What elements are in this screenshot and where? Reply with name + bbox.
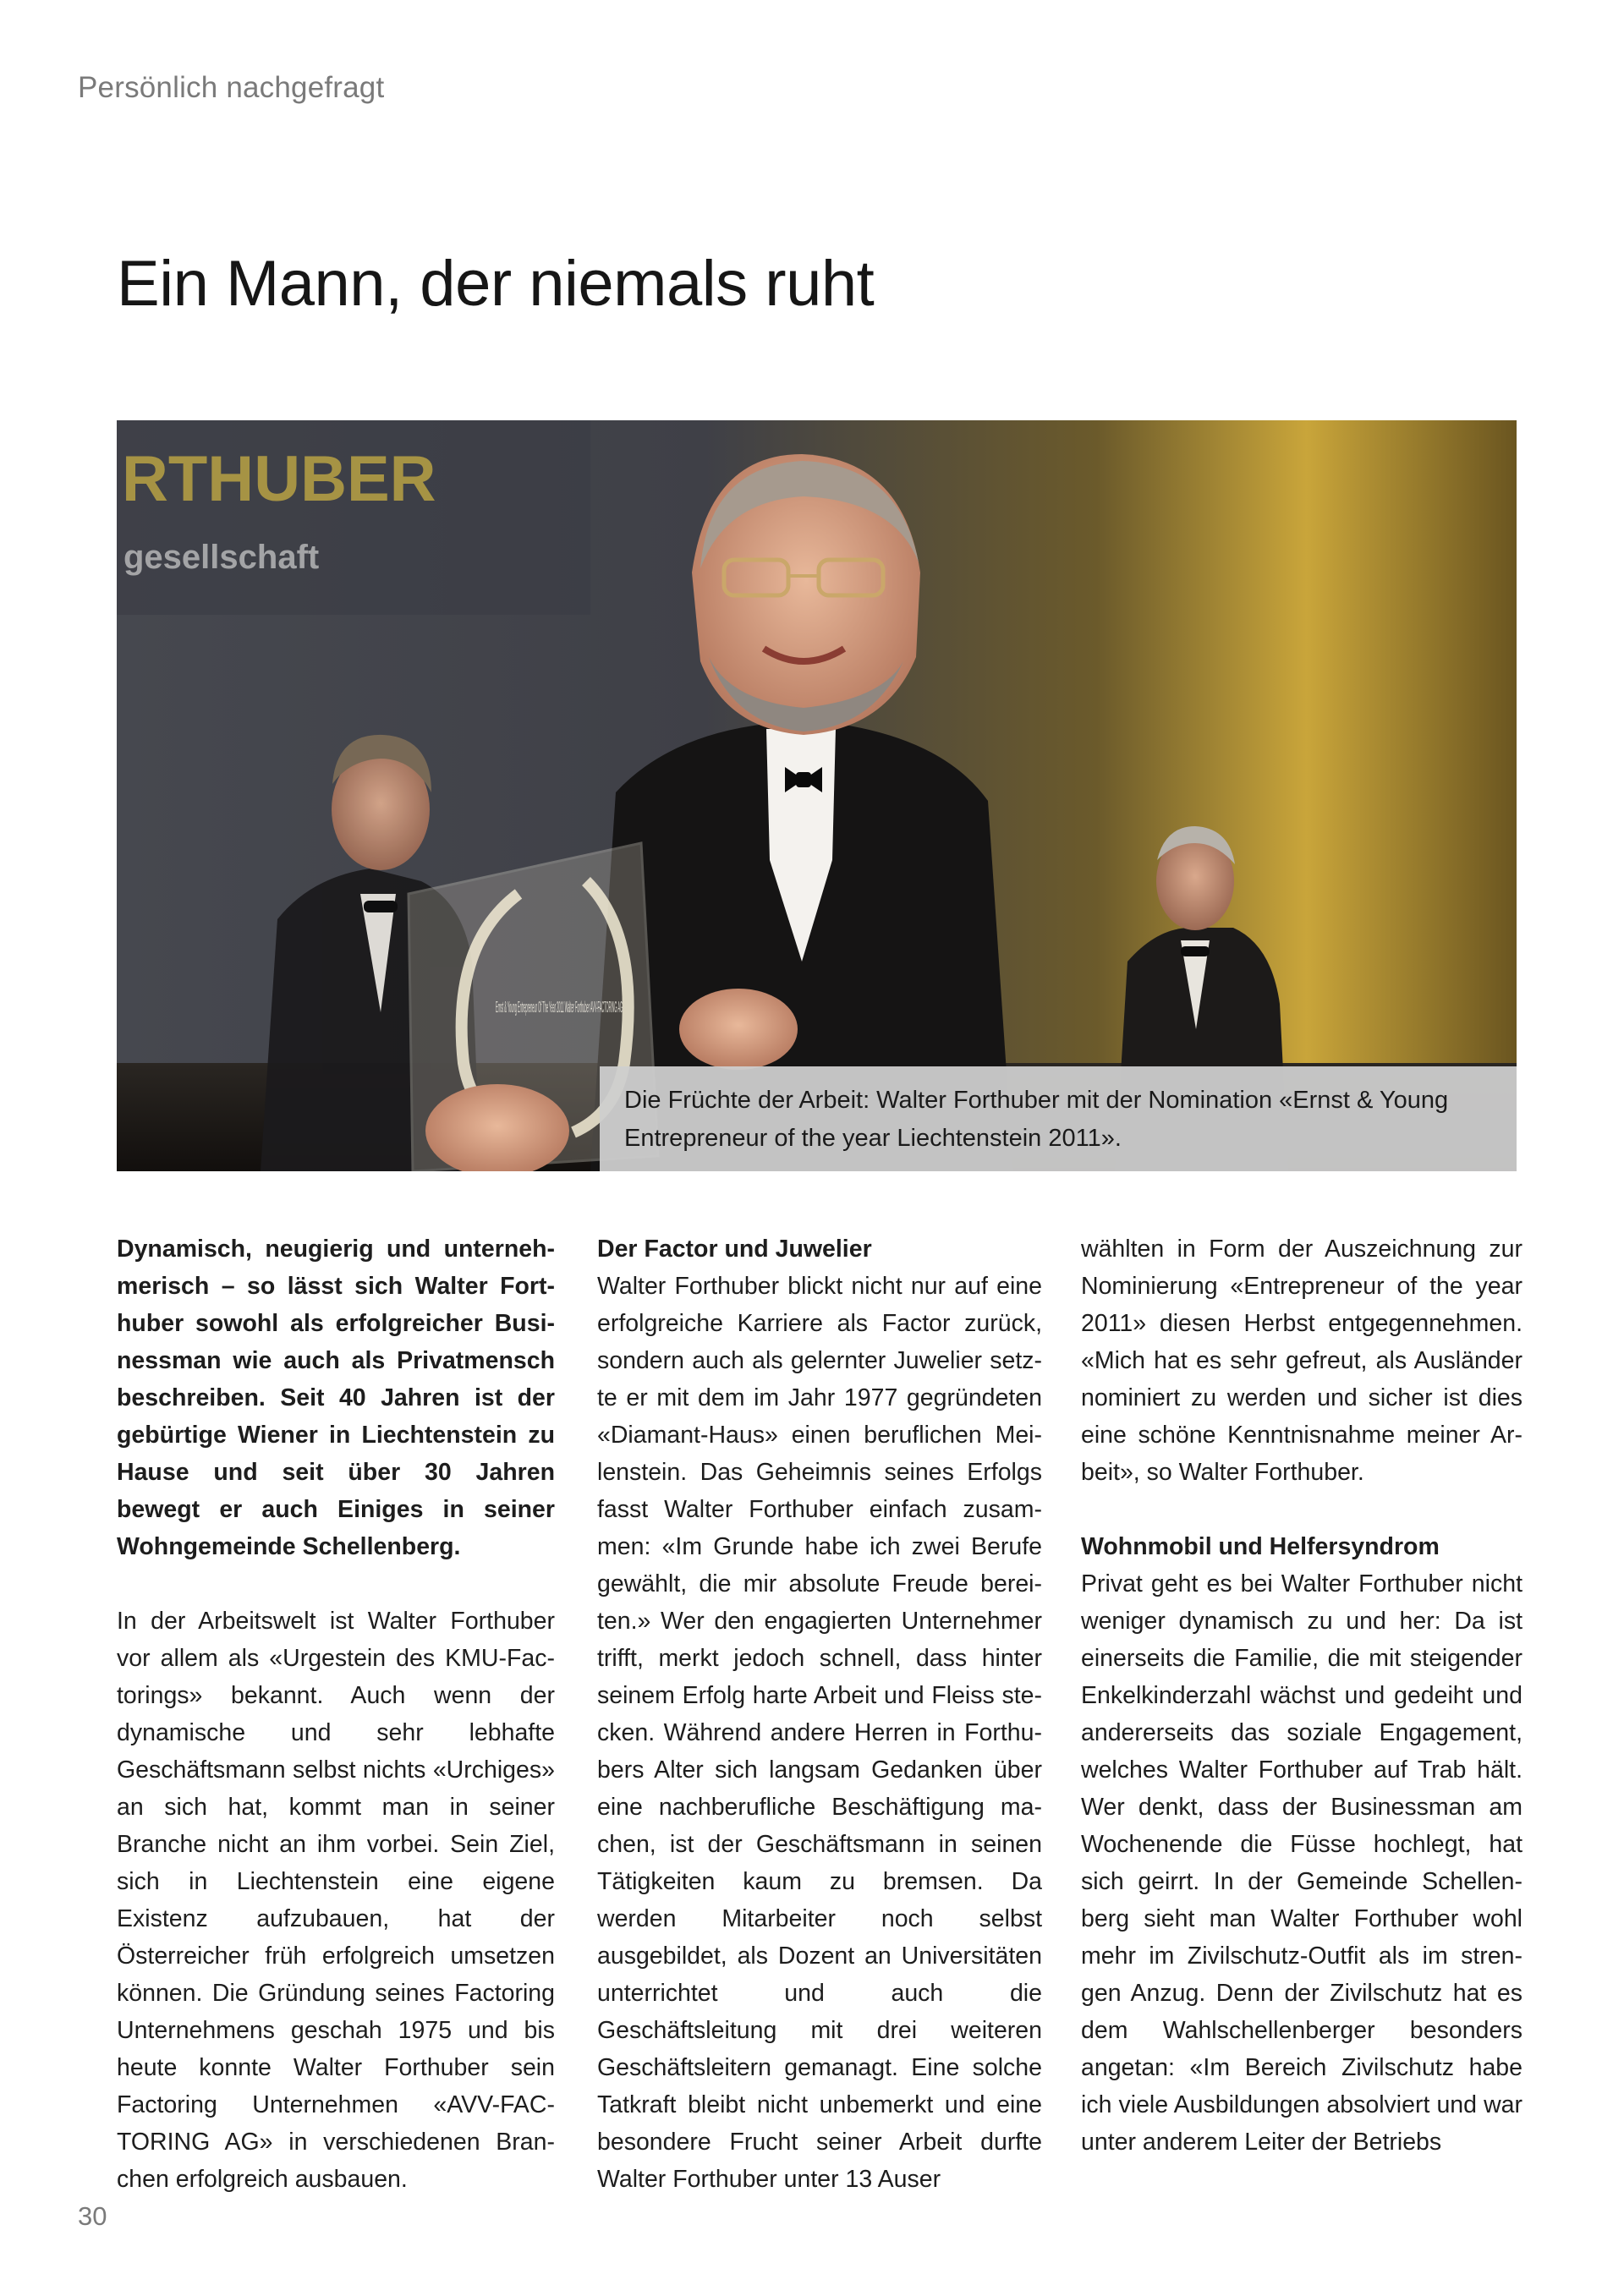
right-hand (679, 989, 798, 1070)
body-paragraph-1: In der Arbeitswelt ist Walter Forthuber vor allem als «Urgestein des KMU-Factorings» bekannt. Auch wenn der dynamische und sehr lebhafte Geschäftsmann selbst nichts «Urchiges» an sich hat, kommt man in seiner Branche nicht an ihm vorbei. Sein Ziel, sich in Liechtenstein eine eigene Existenz aufzubauen, hat der Österreicher früh erfolgreich umsetzen können. Die Gründung seines Factoring Unternehmens geschah 1975 und bis heute konnte Walter Forthuber sein Factoring Unternehmen «AVV-FACTORING AG» in verschiedenen Branchen erfolgreich ausbauen. (117, 1608, 555, 2193)
article-headline: Ein Mann, der niemals ruht (117, 248, 875, 320)
subheading-factor-juwelier: Der Factor und Juwelier (597, 1236, 872, 1263)
photo-caption: Die Früchte der Arbeit: Walter Forthuber mit der Nomination «Ernst & Young Entrepreneur of the year Liechtenstein 2011». (600, 1066, 1517, 1171)
subheading-wohnmobil: Wohnmobil und Helfersyndrom (1081, 1533, 1440, 1560)
text-column-3 (1081, 1230, 1522, 2161)
body-paragraph-2: Walter Forthuber blickt nicht nur auf eine erfolgreiche Karriere als Factor zurück, sondern auch als gelernter Juwelier setzte er mit dem im Jahr 1977 gegründeten «Diamant-Haus» einen beruflichen Meilenstein. Das Geheimnis seines Erfolgs fasst Walter Forthuber einfach zusammen: «Im Grunde habe ich zwei Berufe gewählt, die mir absolute Freude bereiten.» Wer den engagierten Unternehmer trifft, merkt jedoch schnell, dass hinter seinem Erfolg harte Arbeit und Fleiss stecken. Während andere Herren in Forthubers Alter sich langsam Gedanken über eine nachberufliche Beschäftigung machen, ist der Geschäftsmann in seinen Tätigkeiten kaum zu bremsen. Da werden Mitarbeiter noch selbst ausgebildet, als Dozent an Universitäten unterrichtet und auch die Geschäftsleitung mit drei weiteren Geschäftsleitern gemanagt. Eine solche Tatkraft bleibt nicht unbemerkt und eine besondere Frucht seiner Arbeit durfte Walter Forthuber unter 13 Auser (597, 1273, 1042, 2193)
body-paragraph-3: wählten in Form der Auszeichnung zur Nominierung «Entrepreneur of the year 2011» diesen Herbst entgegennehmen. «Mich hat es sehr gefreut, als Ausländer nominiert zu werden und sicher ist dies eine schöne Kenntnisnahme meiner Arbeit», so Walter Forthuber. (1081, 1236, 1522, 1486)
award-photo-illustration (117, 420, 1517, 1171)
text-column-1 (117, 1230, 555, 2198)
body-paragraph-4: Privat geht es bei Walter Forthuber nicht weniger dynamisch zu und her: Da ist einerseits die Familie, die mit steigender Enkelkinderzahl wächst und gedeiht und andererseits das soziale Engagement, welches Walter Forthuber auf Trab hält. Wer denkt, dass der Businessman am Wochenende die Füsse hochlegt, hat sich geirrt. In der Gemeinde Schellenberg sieht man Walter Forthuber wohl mehr im Zivilschutz-Outfit als im strengen Anzug. Denn der Zivilschutz hat es dem Wahlschellenberger besonders angetan: «Im Bereich Zivilschutz habe ich viele Ausbildungen absolviert und war unter anderem Leiter der Betriebs (1081, 1570, 1522, 2156)
backdrop-logo-text: RTHUBER (122, 443, 436, 515)
article-photo (117, 420, 1517, 1171)
running-head: Persönlich nachgefragt (78, 71, 385, 104)
backdrop-subtitle-text: gesellschaft (123, 539, 320, 576)
text-column-2 (597, 1230, 1042, 2198)
page-number: 30 (78, 2201, 107, 2231)
trophy-engraving: Ernst & Young Entrepreneur Of The Year 2011 Walter Forthuber AVV-FACTORING AG (496, 999, 623, 1016)
article-lead: Dynamisch, neugierig und unternehmerisch – so lässt sich Walter Forthuber sowohl als erfolgreicher Businessman wie auch als Privatmensch beschreiben. Seit 40 Jahren ist der gebürtige Wiener in Liechtenstein zu Hause und seit über 30 Jahren bewegt er auch Einiges in seiner Wohngemeinde Schellenberg. (117, 1236, 555, 1560)
